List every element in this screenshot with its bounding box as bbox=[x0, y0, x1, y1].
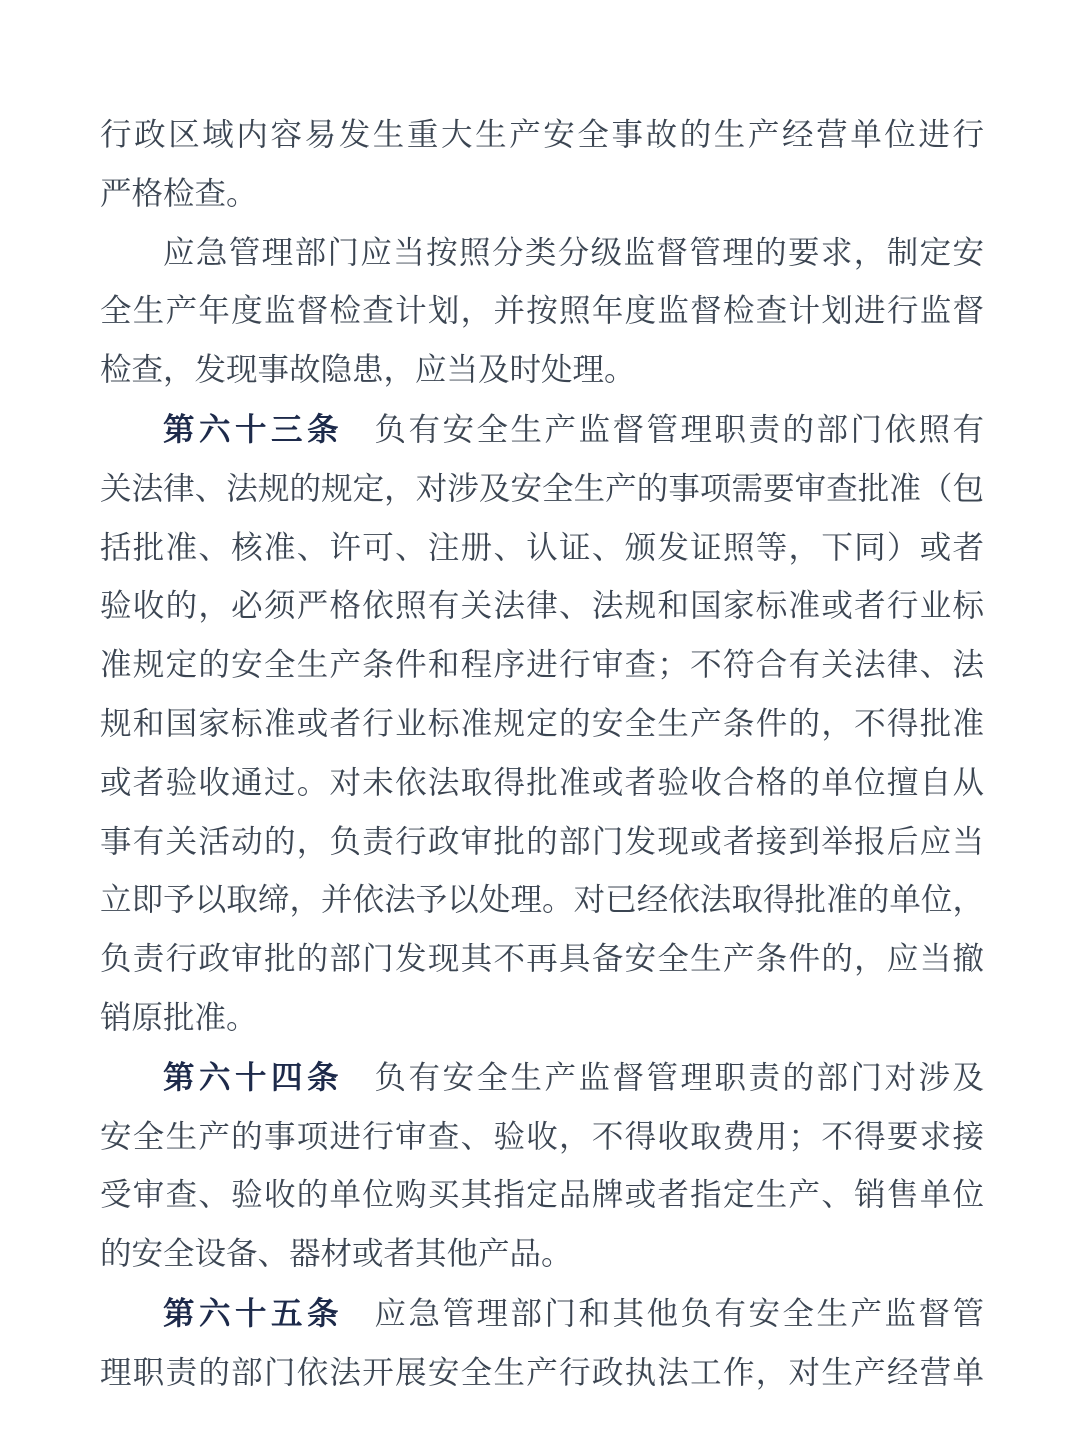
document-line: 受审查、验收的单位购买其指定品牌或者指定生产、销售单位 bbox=[100, 1177, 984, 1213]
document-line: 立即予以取缔，并依法予以处理。对已经依法取得批准的单位， bbox=[100, 882, 984, 918]
document-line: 事有关活动的，负责行政审批的部门发现或者接到举报后应当 bbox=[100, 823, 984, 859]
document-line: 括批准、核准、许可、注册、认证、颁发证照等，下同）或者 bbox=[100, 529, 984, 565]
document-line: 准规定的安全生产条件和程序进行审查；不符合有关法律、法 bbox=[100, 647, 984, 683]
document-line: 或者验收通过。对未依法取得批准或者验收合格的单位擅自从 bbox=[100, 764, 984, 800]
document-line: 理职责的部门依法开展安全生产行政执法工作，对生产经营单 bbox=[100, 1354, 984, 1390]
document-line: 严格检查。 bbox=[100, 175, 258, 211]
document-line: 行政区域内容易发生重大生产安全事故的生产经营单位进行 bbox=[100, 117, 984, 152]
document-line: 第六十三条 负有安全生产监督管理职责的部门依照有 bbox=[163, 410, 984, 447]
document-line: 应急管理部门应当按照分类分级监督管理的要求，制定安 bbox=[163, 234, 984, 270]
document-line: 检查，发现事故隐患，应当及时处理。 bbox=[100, 352, 636, 388]
document-line: 全生产年度监督检查计划，并按照年度监督检查计划进行监督 bbox=[100, 293, 984, 329]
document-line: 负责行政审批的部门发现其不再具备安全生产条件的，应当撤 bbox=[100, 941, 984, 977]
article-number: 第六十三条 bbox=[163, 410, 343, 447]
document-line: 关法律、法规的规定，对涉及安全生产的事项需要审查批准（包 bbox=[100, 470, 984, 506]
document-line: 验收的，必须严格依照有关法律、法规和国家标准或者行业标 bbox=[100, 588, 984, 624]
document-line: 规和国家标准或者行业标准规定的安全生产条件的，不得批准 bbox=[100, 705, 984, 741]
document-line: 第六十四条 负有安全生产监督管理职责的部门对涉及 bbox=[163, 1058, 984, 1095]
document-line: 第六十五条 应急管理部门和其他负有安全生产监督管 bbox=[163, 1294, 984, 1331]
article-number: 第六十五条 bbox=[163, 1294, 343, 1331]
document-text-block bbox=[100, 106, 984, 1403]
document-line: 安全生产的事项进行审查、验收，不得收取费用；不得要求接 bbox=[100, 1118, 984, 1154]
document-line: 的安全设备、器材或者其他产品。 bbox=[100, 1236, 573, 1272]
article-number: 第六十四条 bbox=[163, 1058, 343, 1095]
document-line: 销原批准。 bbox=[100, 999, 258, 1035]
